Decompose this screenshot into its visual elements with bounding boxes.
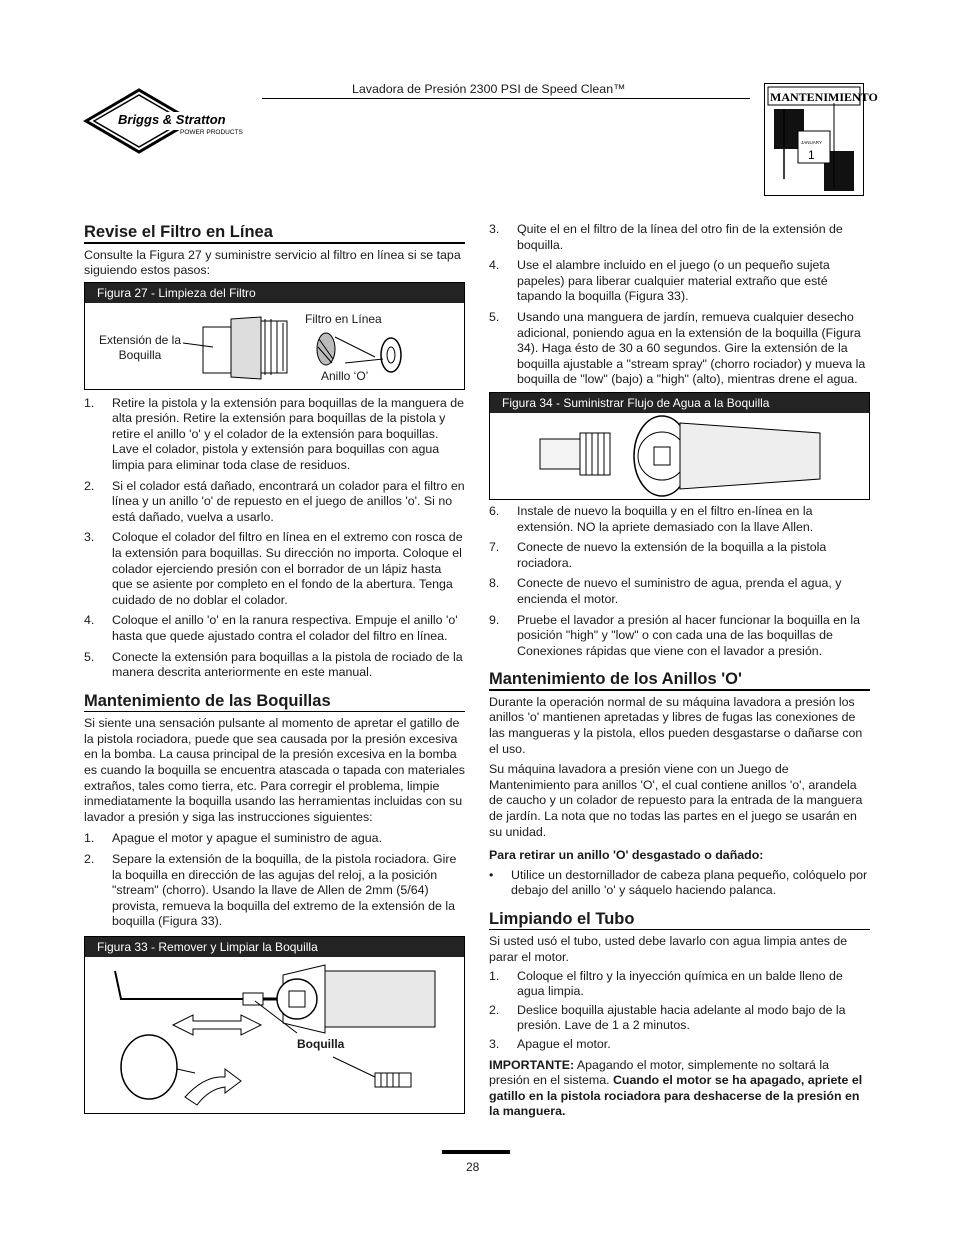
list-item: 2. Deslice boquilla ajustable hacia adelante al modo bajo de la presión. Lave de 1 a 2 minutos. xyxy=(489,1002,846,1033)
section-rule xyxy=(84,711,465,713)
page-header-title: Lavadora de Presión 2300 PSI de Speed Clean™ xyxy=(352,82,626,96)
svg-text:JANUARY: JANUARY xyxy=(801,140,822,145)
section-rule xyxy=(84,242,465,244)
nozzles-intro: Si siente una sensación pulsante al momento de apretar el gatillo de la pistola rociadora, puede que sea causada por la presión excesiva en la bomba. La causa principal de la presión excesiva en la bomba es cuando la boquilla se encuentra atascada o tapada con materiales extraños, tales como tierra, etc. Para corregir el problema, limpie inmediatamente la boquilla usando las herramientas incluidas con su lavador a presión y siga las instrucciones siguientes: xyxy=(84,716,465,824)
list-item: 4. Coloque el anillo 'o' en la ranura respectiva. Empuje el anillo 'o' hasta que quede ajustado contra el colador del filtro en línea. xyxy=(84,613,458,643)
section-rule xyxy=(489,689,870,691)
filter-intro: Consulte la Figura 27 y suministre servicio al filtro en línea si se tapa siguiendo estos pasos: xyxy=(84,247,461,278)
list-item: 5. Usando una manguera de jardín, remueva cualquier desecho adicional, poniendo agua en la extensión de la boquilla (Figura 34). Haga ésto de 30 a 60 segundos. Gire la extensión de la boquilla ajustable a "stream spray" (chorro rociador) y mueva la boquilla de "low" (bajo) a "high" (alto), mientras drene el agua. xyxy=(489,309,866,387)
list-item: 1. Retire la pistola y la extensión para boquillas de la manguera de alta presión. Retire la extensión para boquillas de la pistola y retire el anillo 'o' y el colador de la extensión para boquillas. Lave el colador, pistola y extensión para boquillas con agua limpia para eliminar toda clase de residuos. xyxy=(84,395,464,473)
figure-27-caption: Figura 27 - Limpieza del Filtro xyxy=(85,283,464,303)
o-rings-paragraph-2: Su máquina lavadora a presión viene con un Juego de Mantenimiento para anillos 'O', el cual contiene anillos 'o', arandela de caucho y un colador de repuesto para la entrada de la manguera de jardín. La nota que no todas las partes en el juego se usarán en su unidad. xyxy=(489,762,863,839)
right-column xyxy=(489,222,870,1120)
left-column xyxy=(84,222,465,1114)
section-title-o-rings: Mantenimiento de los Anillos 'O' xyxy=(489,670,742,689)
svg-text:MANTENIMIENTO: MANTENIMIENTO xyxy=(770,90,878,104)
list-item: 6. Instale de nuevo la boquilla y en el filtro en-línea en la extensión. NO la apriete demasiado con la llave Allen. xyxy=(489,503,814,534)
o-rings-bullet: • Utilice un destornillador de cabeza plana pequeño, colóquelo por debajo del anillo 'o' y sáquelo haciendo palanca. xyxy=(489,867,868,898)
list-item: 2. Separe la extensión de la boquilla, de la pistola rociadora. Gire la boquilla en dirección de las agujas del reloj, a la posición "stream" (chorro). Usando la llave de Allen de 2mm (5/64) provista, remueva la boquilla del extremo de la extensión de la boquilla (Figura 33). xyxy=(84,852,457,929)
section-title-tube: Limpiando el Tubo xyxy=(489,909,635,928)
maintenance-badge xyxy=(764,83,878,196)
briggs-stratton-logo xyxy=(84,88,254,154)
list-item: 1. Coloque el filtro y la inyección química en un balde lleno de agua limpia. xyxy=(489,968,843,999)
figure-27 xyxy=(84,282,465,390)
list-item: 4. Use el alambre incluido en el juego (o un pequeño sujeta papeles) para liberar cualquier material extraño que esté tapando la boquilla (Figura 33). xyxy=(489,258,830,304)
footer-bar xyxy=(442,1150,510,1154)
nozzle-steps xyxy=(84,831,465,930)
label-inline-filter: Filtro en Línea xyxy=(305,311,382,326)
figure-33-caption: Figura 33 - Remover y Limpiar la Boquilla xyxy=(85,937,464,957)
figure-34-illustration xyxy=(490,413,870,499)
list-item: 8. Conecte de nuevo el suministro de agua, prenda el agua, y encienda el motor. xyxy=(489,576,842,606)
filter-steps xyxy=(84,396,465,681)
tube-intro: Si usted usó el tubo, usted debe lavarlo con agua limpia antes de parar el motor. xyxy=(489,934,848,964)
list-item: 5. Conecte la extensión para boquillas a la pistola de rociado de la manera descrita anteriormente en este manual. xyxy=(84,649,463,680)
logo-subtext: POWER PRODUCTS xyxy=(180,129,243,136)
tube-steps xyxy=(489,969,870,1053)
list-item: 7. Conecte de nuevo la extensión de la boquilla a la pistola rociadora. xyxy=(489,540,827,570)
nozzle-steps-continued xyxy=(489,222,870,388)
list-item: 9. Pruebe el lavador a presión al hacer funcionar la boquilla en la posición "high" y "low" o con cada una de las boquillas de Conexiones rápidas que viene con el lavador a presión. xyxy=(489,612,861,658)
figure-34-caption: Figura 34 - Suministrar Flujo de Agua a la Boquilla xyxy=(490,393,869,413)
important-note: IMPORTANTE: Apagando el motor, simplemente no soltará la presión en el sistema. Cuando el motor se ha apagado, apriete el gatillo en la pistola rociadora para deshacerse de la presión en la manguera. xyxy=(489,1057,863,1119)
list-item: 1. Apague el motor y apague el suministro de agua. xyxy=(84,831,383,846)
list-item: 2. Si el colador está dañado, encontrará un colador para el filtro en línea y un anillo 'o' de repuesto en el juego de anillos 'o'. Si no está dañado, vuelva a usarlo. xyxy=(84,478,465,524)
page-number: 28 xyxy=(466,1160,480,1174)
figure-33-illustration xyxy=(85,957,465,1113)
figure-33 xyxy=(84,936,465,1114)
list-item: 3. Quite el en el filtro de la línea del otro fin de la extensión de boquilla. xyxy=(489,222,843,252)
label-nozzle-extension: Extensión de la Boquilla xyxy=(98,332,182,362)
nozzle-steps-final xyxy=(489,504,870,659)
list-item: 3. Coloque el colador del filtro en línea en el extremo con rosca de la extensión para boquillas. Su dirección no importa. Coloque el colador ejerciendo presión con el borrador de un lápiz hasta que se asiente por completo en el fondo de la abertura. Tenga cuidado de no doblar el colador. xyxy=(84,530,463,607)
header-rule xyxy=(262,98,750,99)
o-rings-paragraph-1: Durante la operación normal de su máquina lavadora a presión los anillos 'o' mantienen apretadas y libres de fugas las conexiones de las mangueras y la pistola, ellos pueden desgastarse o dañarse con el uso. xyxy=(489,694,863,756)
o-rings-subheading: Para retirar un anillo 'O' desgastado o dañado: xyxy=(489,848,764,863)
section-rule xyxy=(489,929,870,931)
logo-text: Briggs & Stratton xyxy=(118,112,226,127)
section-title-filter: Revise el Filtro en Línea xyxy=(84,223,273,241)
svg-text:1: 1 xyxy=(808,148,815,162)
section-title-nozzles: Mantenimiento de las Boquillas xyxy=(84,691,331,710)
figure-34 xyxy=(489,392,870,500)
label-nozzle: Boquilla xyxy=(297,1037,345,1051)
list-item: 3. Apague el motor. xyxy=(489,1036,611,1051)
label-o-ring: Anillo ‘O’ xyxy=(321,368,369,383)
